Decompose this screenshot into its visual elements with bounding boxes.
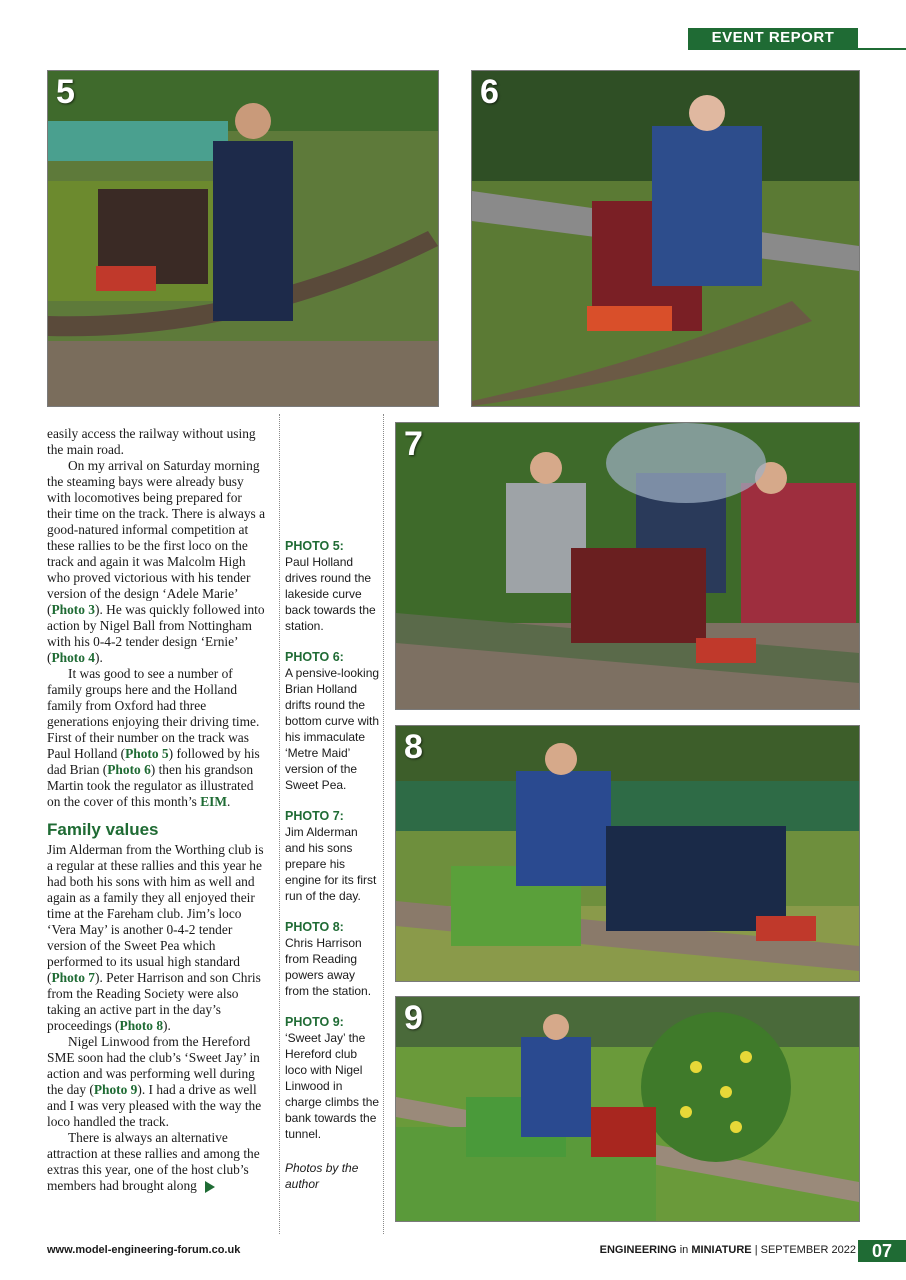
paragraph: easily access the railway without using the main road.: [47, 426, 256, 457]
issue-date: | SEPTEMBER 2022: [751, 1244, 856, 1256]
article-body: [47, 426, 269, 1194]
photo-reference: Photo 5: [125, 746, 169, 761]
photo-credit: Photos by the author: [285, 1161, 359, 1191]
caption-photo-8: [285, 919, 380, 999]
text-run: Jim Alderman from the Worthing club is a regular at these rallies and this year he had both his sons with him as well and again as a family they all enjoyed their time at the Fareham club. Jim’s loco ‘Vera May’ is another 0-4-2 tender version of the Sweet Pea which performed to its usual high standard (: [47, 842, 264, 985]
paragraph: [47, 842, 269, 1034]
caption-photo-6: [285, 649, 380, 793]
caption-text: A pensive-looking Brian Holland drifts round the bottom curve with his immaculate ‘Metre Maid’ version of the Sweet Pea.: [285, 666, 380, 792]
page-number: 07: [858, 1240, 906, 1262]
text-run: ). Peter Harrison and son Chris from the Reading Society were also taking an active part in the day’s proceedings (: [47, 970, 261, 1033]
magazine-name-a: ENGINEERING: [599, 1244, 677, 1256]
photo-6: [471, 70, 860, 407]
photo-9: [395, 996, 860, 1222]
section-tag: EVENT REPORT: [688, 28, 858, 48]
text-run: Nigel Linwood from the Hereford SME soon had the club’s ‘Sweet Jay’ in action and was performing well during the day (: [47, 1034, 260, 1097]
caption-photo-7: [285, 808, 380, 904]
photo-number: 9: [404, 999, 423, 1037]
section-heading: Family values: [47, 820, 159, 839]
photo-reference: Photo 8: [119, 1018, 164, 1033]
photo-reference: Photo 4: [51, 650, 95, 665]
caption-text: Paul Holland drives round the lakeside curve back towards the station.: [285, 555, 376, 633]
continue-arrow-icon: [205, 1181, 215, 1193]
text-run: ) then his grandson Martin took the regulator as illustrated on the cover of this month’s: [47, 762, 254, 809]
caption-label: PHOTO 6:: [285, 650, 344, 664]
paragraph: [47, 1034, 269, 1130]
paragraph: [47, 666, 269, 810]
caption-text: Chris Harrison from Reading powers away from the station.: [285, 936, 372, 998]
photo-reference: Photo 3: [51, 602, 95, 617]
text-run: .: [227, 794, 231, 809]
magazine-name-in: in: [676, 1244, 692, 1256]
text-run: ).: [95, 650, 103, 665]
photo-8: [395, 725, 860, 982]
text-run: On my arrival on Saturday morning the steaming bays were already busy with locomotives being prepared for their time on the track. There is always a good-natured informal competition at these rallies to be the first loco on the track and again it was Malcolm High who proved victorious with his tender version of the design ‘Adele Marie’ (: [47, 458, 266, 617]
photo-reference: Photo 6: [107, 762, 151, 777]
text-run: There is always an alternative attraction at these rallies and among the extras this year, one of the host club’s members had brought along: [47, 1130, 260, 1193]
photo-reference: Photo 7: [51, 970, 95, 985]
magazine-reference: EIM: [200, 794, 228, 809]
header-rule: [688, 48, 906, 50]
paragraph: [47, 458, 269, 666]
caption-label: PHOTO 8:: [285, 920, 344, 934]
photo-number: 7: [404, 425, 423, 463]
caption-label: PHOTO 5:: [285, 539, 344, 553]
paragraph: [47, 1130, 269, 1194]
text-run: ) followed by his dad Brian (: [47, 746, 260, 777]
photo-5: [47, 70, 439, 407]
text-run: It was good to see a number of family groups here and the Holland family from Oxford had three generations enjoying their driving time. First of their number on the track was Paul Holland (: [47, 666, 260, 761]
caption-label: PHOTO 9:: [285, 1015, 344, 1029]
caption-photo-9: [285, 1014, 380, 1142]
text-run: ).: [163, 1018, 171, 1033]
photo-reference: Photo 9: [93, 1082, 138, 1097]
caption-photo-5: [285, 538, 380, 634]
caption-label: PHOTO 7:: [285, 809, 344, 823]
column-divider: [383, 414, 384, 1234]
website-link[interactable]: www.model-engineering-forum.co.uk: [47, 1244, 241, 1256]
photo-number: 6: [480, 73, 499, 111]
column-divider: [279, 414, 280, 1234]
magazine-name-b: MINIATURE: [691, 1244, 752, 1256]
photo-number: 8: [404, 728, 423, 766]
photo-captions: [285, 538, 380, 1192]
photo-number: 5: [56, 73, 75, 111]
magazine-masthead: [560, 1244, 856, 1256]
caption-text: Jim Alderman and his sons prepare his engine for its first run of the day.: [285, 825, 377, 903]
caption-text: ‘Sweet Jay’ the Hereford club loco with Nigel Linwood in charge climbs the bank towards the tunnel.: [285, 1031, 380, 1141]
text-run: ). He was quickly followed into action by Nigel Ball from Nottingham with his 0-4-2 tender design ‘Ernie’ (: [47, 602, 265, 665]
text-run: ). I had a drive as well and I was very pleased with the way the loco handled the track.: [47, 1082, 262, 1129]
photo-7: [395, 422, 860, 710]
